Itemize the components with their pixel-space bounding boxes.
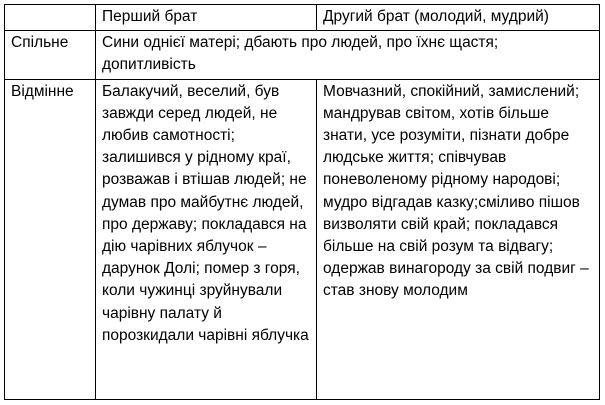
header-second-brother: Другий брат (молодий, мудрий) xyxy=(317,5,600,31)
differences-row-label: Відмінне xyxy=(5,79,96,399)
header-first-brother: Перший брат xyxy=(96,5,317,31)
first-brother-traits-cell: Балакучий, веселий, був завжди серед людей, не любив самотності; залишився у рідному краї, розважав і втішав людей; не думав про майбутнє людей, про державу; покладався на дію чарівних яблучок – дарунок Долі; помер з горя, коли чужинці зруйнували чарівну палату й порозкидали чарівні яблучка xyxy=(96,79,317,399)
comparison-table xyxy=(4,4,600,400)
header-corner-cell xyxy=(5,5,96,31)
differences-row xyxy=(5,79,600,399)
second-brother-traits-cell: Мовчазний, спокійний, замислений; мандрував світом, хотів більше знати, усе розуміти, пізнати добре людське життя; співчував поневоленому рідному народові; мудро відгадав казку;сміливо пішов визволяти свій край; покладався більше на свій розум та відвагу; одержав винагороду за свій подвиг – став знову молодим xyxy=(317,79,600,399)
header-row xyxy=(5,5,600,31)
common-row-label: Спільне xyxy=(5,31,96,79)
common-row xyxy=(5,31,600,79)
common-traits-cell: Сини однієї матері; дбають про людей, про їхнє щастя; допитливість xyxy=(96,31,600,79)
